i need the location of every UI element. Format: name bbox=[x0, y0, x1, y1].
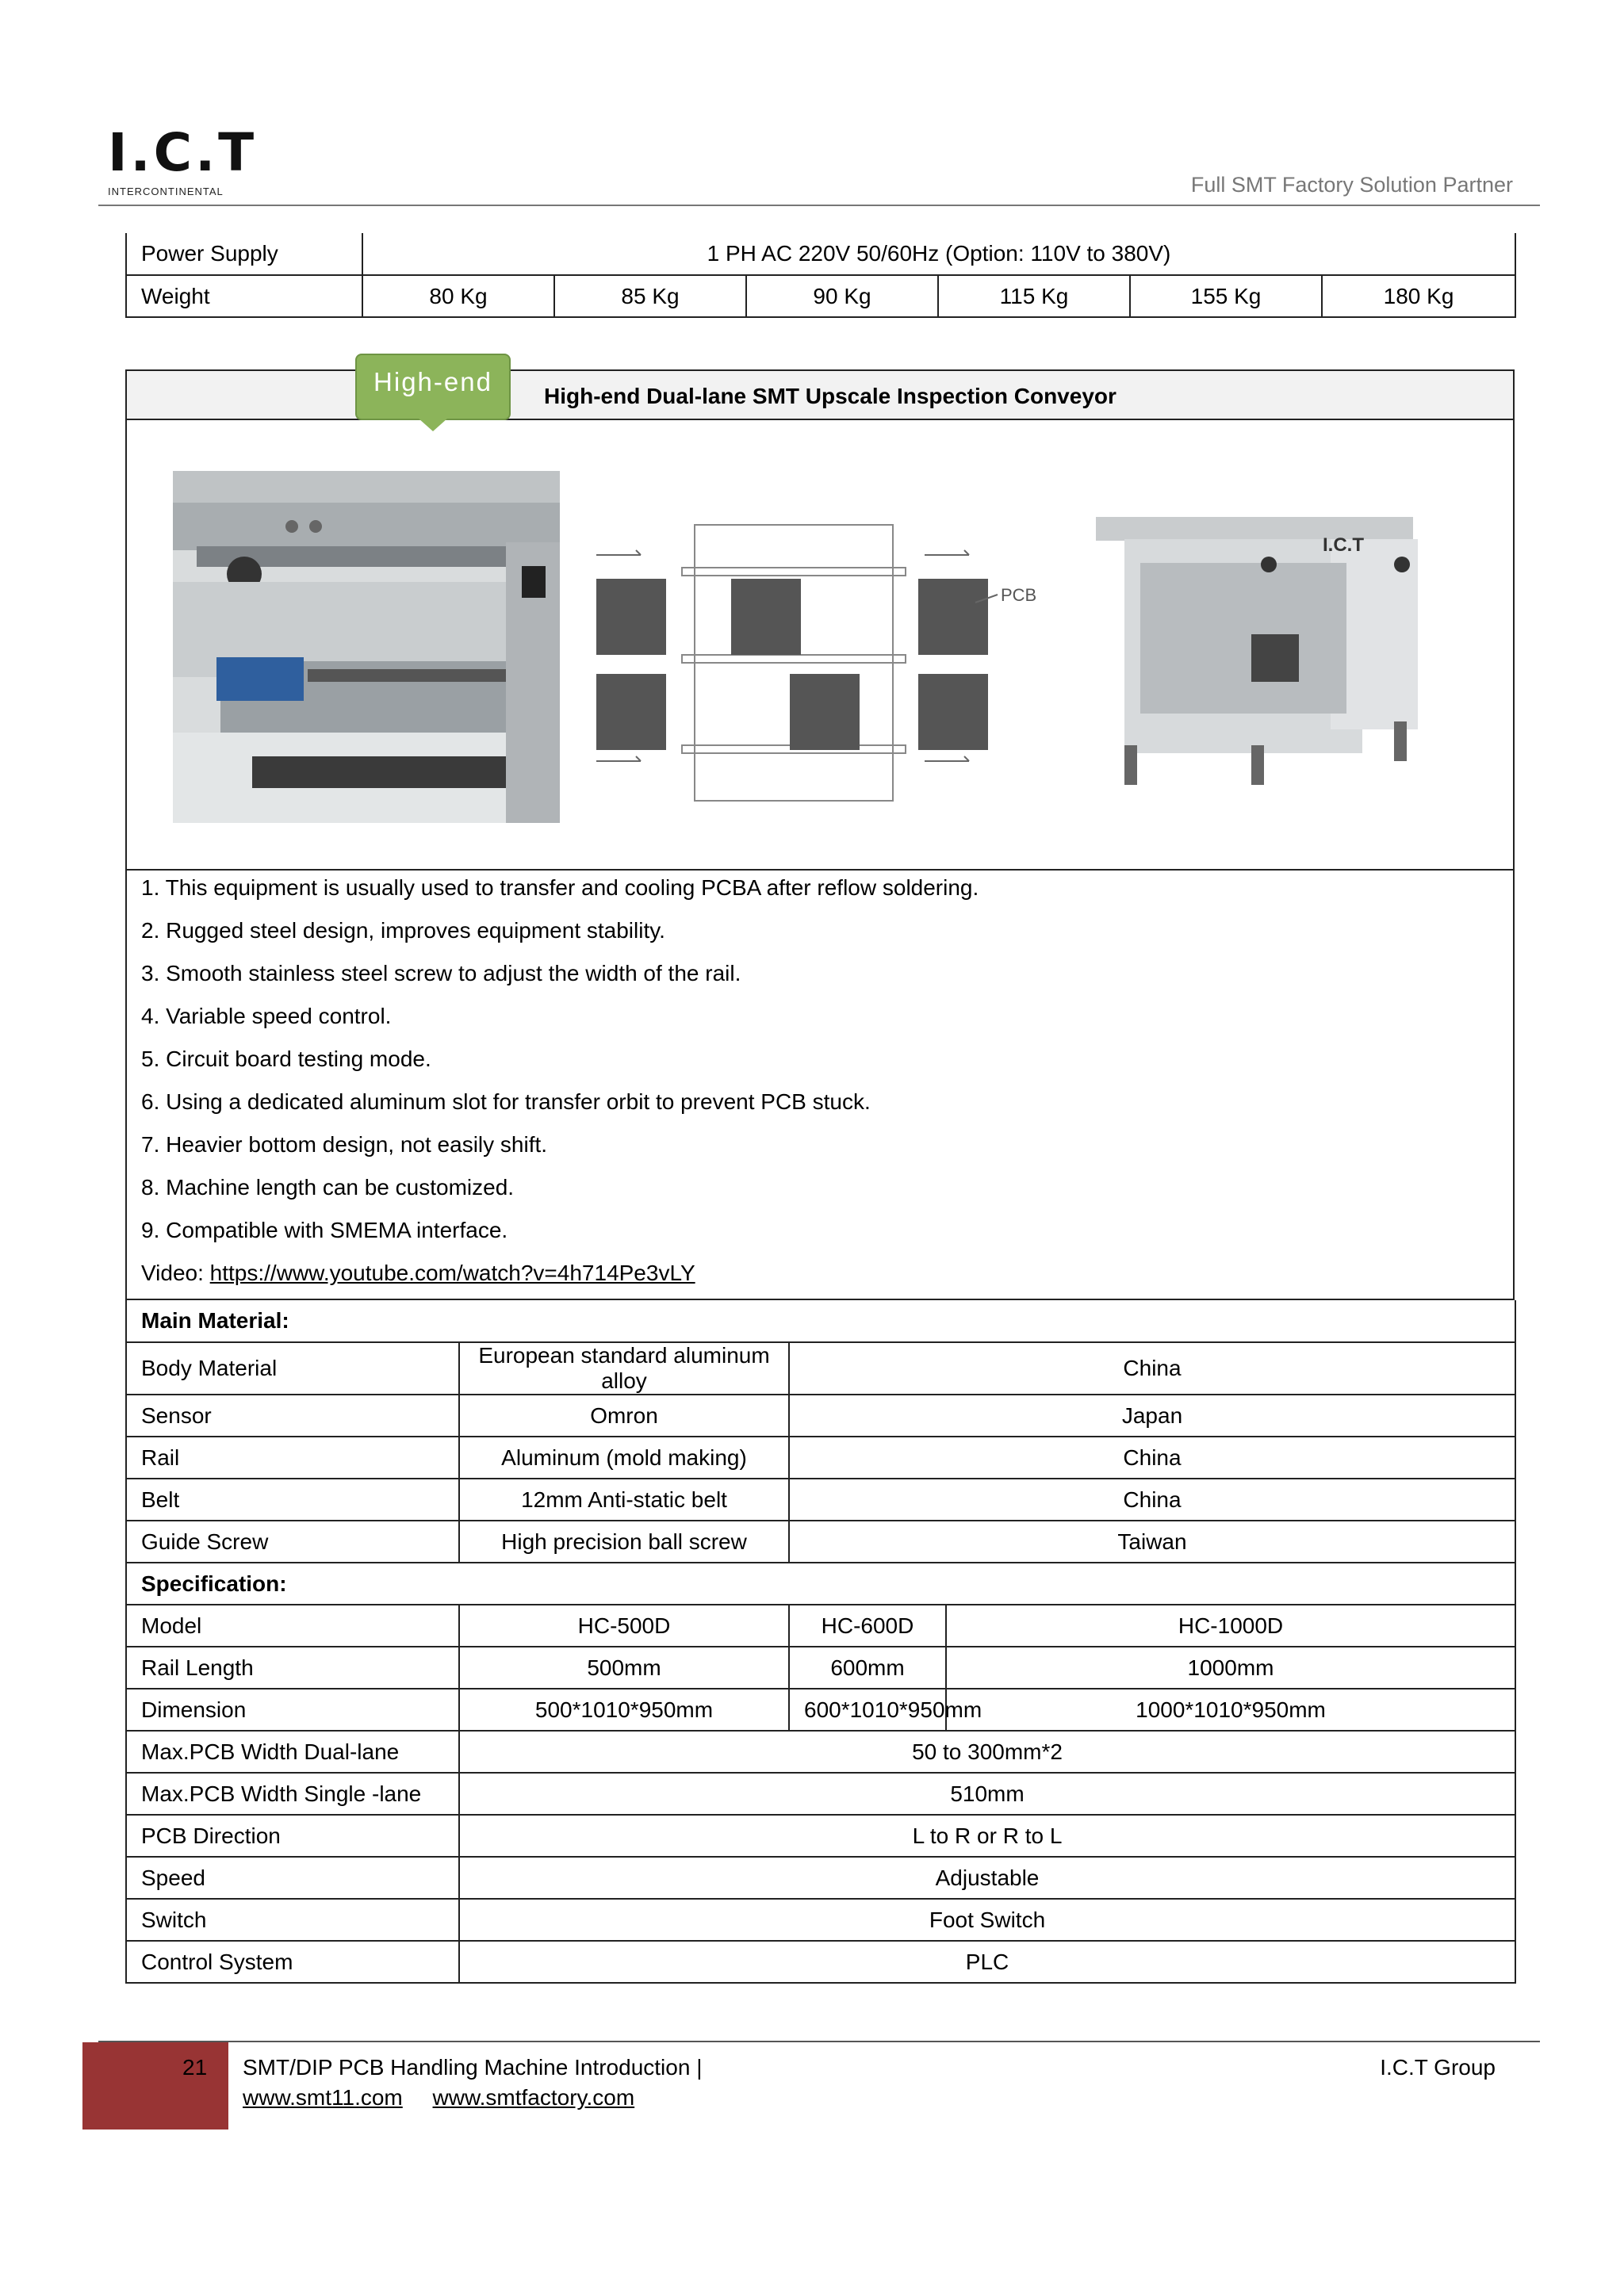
list-item: 5. Circuit board testing mode. bbox=[141, 1047, 431, 1071]
list-item: 8. Machine length can be customized. bbox=[141, 1175, 515, 1200]
page-number: 21 bbox=[182, 2055, 208, 2080]
table-row bbox=[126, 1300, 1515, 1342]
model-cell: HC-500D bbox=[459, 1605, 789, 1647]
weight-cell: 85 Kg bbox=[554, 275, 746, 317]
conveyor-machine-photo bbox=[1093, 507, 1426, 793]
rail-length-cell: 1000mm bbox=[946, 1647, 1515, 1689]
weight-cell: 80 Kg bbox=[362, 275, 554, 317]
footer-link-smt11[interactable]: www.smt11.com bbox=[243, 2085, 403, 2110]
power-supply-value: 1 PH AC 220V 50/60Hz (Option: 110V to 380V) bbox=[362, 233, 1515, 275]
list-item: 7. Heavier bottom design, not easily shift. bbox=[141, 1132, 548, 1157]
video-label: Video: bbox=[141, 1261, 210, 1285]
spec-value: Foot Switch bbox=[459, 1899, 1515, 1941]
material-item: Body Material bbox=[126, 1342, 459, 1395]
material-item: Sensor bbox=[126, 1395, 459, 1437]
table-row bbox=[126, 1479, 1515, 1521]
material-value: 12mm Anti-static belt bbox=[459, 1479, 789, 1521]
table-row bbox=[126, 1521, 1515, 1563]
weight-cell: 155 Kg bbox=[1130, 275, 1322, 317]
material-value: High precision ball screw bbox=[459, 1521, 789, 1563]
table-row bbox=[126, 1857, 1515, 1899]
weight-cell: 180 Kg bbox=[1322, 275, 1515, 317]
material-item: Rail bbox=[126, 1437, 459, 1479]
model-cell: HC-1000D bbox=[946, 1605, 1515, 1647]
main-material-heading: Main Material: bbox=[126, 1300, 1515, 1342]
table-row bbox=[126, 233, 1515, 275]
table-row bbox=[126, 1395, 1515, 1437]
dimension-label: Dimension bbox=[126, 1689, 459, 1731]
weight-cell: 115 Kg bbox=[938, 275, 1130, 317]
rail-length-label: Rail Length bbox=[126, 1647, 459, 1689]
spec-value: 50 to 300mm*2 bbox=[459, 1731, 1515, 1773]
spec-label: Max.PCB Width Single -lane bbox=[126, 1773, 459, 1815]
table-row bbox=[126, 1941, 1515, 1983]
spec-value: 510mm bbox=[459, 1773, 1515, 1815]
weight-cell: 90 Kg bbox=[746, 275, 938, 317]
spec-value: PLC bbox=[459, 1941, 1515, 1983]
rail-length-cell: 500mm bbox=[459, 1647, 789, 1689]
logo-subtitle: INTERCONTINENTAL bbox=[108, 186, 224, 197]
table-row bbox=[126, 1647, 1515, 1689]
table-row bbox=[126, 1689, 1515, 1731]
weight-label: Weight bbox=[126, 275, 362, 317]
material-spec-table bbox=[125, 1300, 1516, 1984]
rail-detail-photo bbox=[173, 471, 560, 823]
table-row bbox=[126, 1731, 1515, 1773]
company-logo bbox=[108, 122, 266, 198]
list-item: 4. Variable speed control. bbox=[141, 1004, 392, 1028]
diagram-pcb-label: PCB bbox=[1001, 585, 1037, 605]
footer-links bbox=[243, 2085, 658, 2110]
dimension-cell: 600*1010*950mm bbox=[789, 1689, 946, 1731]
table-row bbox=[126, 1815, 1515, 1857]
list-item: 9. Compatible with SMEMA interface. bbox=[141, 1218, 508, 1242]
material-value: European standard aluminum alloy bbox=[459, 1342, 789, 1395]
spec-value: L to R or R to L bbox=[459, 1815, 1515, 1857]
dimension-cell: 1000*1010*950mm bbox=[946, 1689, 1515, 1731]
video-link[interactable]: https://www.youtube.com/watch?v=4h714Pe3vLY bbox=[209, 1261, 695, 1285]
logo-text: I.C.T bbox=[108, 122, 258, 183]
table-row bbox=[126, 1563, 1515, 1605]
rail-length-cell: 600mm bbox=[789, 1647, 946, 1689]
footer-title: SMT/DIP PCB Handling Machine Introduction | bbox=[243, 2055, 703, 2080]
badge-tail bbox=[419, 419, 447, 431]
power-supply-label: Power Supply bbox=[126, 233, 362, 275]
table-row bbox=[126, 1605, 1515, 1647]
power-weight-table bbox=[125, 233, 1516, 318]
material-origin: China bbox=[789, 1342, 1515, 1395]
model-label: Model bbox=[126, 1605, 459, 1647]
table-row bbox=[126, 1773, 1515, 1815]
spec-value: Adjustable bbox=[459, 1857, 1515, 1899]
header-divider bbox=[98, 205, 1540, 206]
table-row bbox=[126, 275, 1515, 317]
material-origin: China bbox=[789, 1437, 1515, 1479]
dimension-cell: 500*1010*950mm bbox=[459, 1689, 789, 1731]
material-origin: Taiwan bbox=[789, 1521, 1515, 1563]
spec-label: PCB Direction bbox=[126, 1815, 459, 1857]
material-value: Aluminum (mold making) bbox=[459, 1437, 789, 1479]
material-item: Guide Screw bbox=[126, 1521, 459, 1563]
material-origin: China bbox=[789, 1479, 1515, 1521]
list-item: 6. Using a dedicated aluminum slot for transfer orbit to prevent PCB stuck. bbox=[141, 1089, 871, 1114]
spec-label: Max.PCB Width Dual-lane bbox=[126, 1731, 459, 1773]
table-row bbox=[126, 1342, 1515, 1395]
spec-label: Switch bbox=[126, 1899, 459, 1941]
material-item: Belt bbox=[126, 1479, 459, 1521]
material-value: Omron bbox=[459, 1395, 789, 1437]
list-item: 3. Smooth stainless steel screw to adjust the width of the rail. bbox=[141, 961, 741, 985]
footer-divider bbox=[98, 2041, 1540, 2042]
spec-label: Control System bbox=[126, 1941, 459, 1983]
footer-company: I.C.T Group bbox=[1380, 2055, 1496, 2080]
video-line bbox=[141, 1261, 695, 1286]
machine-brand-label: I.C.T bbox=[1323, 534, 1364, 556]
spec-label: Speed bbox=[126, 1857, 459, 1899]
table-row bbox=[126, 1437, 1515, 1479]
list-item: 1. This equipment is usually used to transfer and cooling PCBA after reflow soldering. bbox=[141, 875, 979, 900]
pcb-flow-diagram bbox=[593, 515, 1053, 809]
specification-heading: Specification: bbox=[126, 1563, 1515, 1605]
model-cell: HC-600D bbox=[789, 1605, 946, 1647]
high-end-badge: High-end bbox=[355, 354, 511, 420]
footer-link-smtfactory[interactable]: www.smtfactory.com bbox=[432, 2085, 635, 2110]
table-row bbox=[126, 1899, 1515, 1941]
material-origin: Japan bbox=[789, 1395, 1515, 1437]
product-title: High-end Dual-lane SMT Upscale Inspection Conveyor bbox=[544, 384, 1116, 408]
header-tagline: Full SMT Factory Solution Partner bbox=[1190, 173, 1513, 197]
list-item: 2. Rugged steel design, improves equipment stability. bbox=[141, 918, 665, 943]
